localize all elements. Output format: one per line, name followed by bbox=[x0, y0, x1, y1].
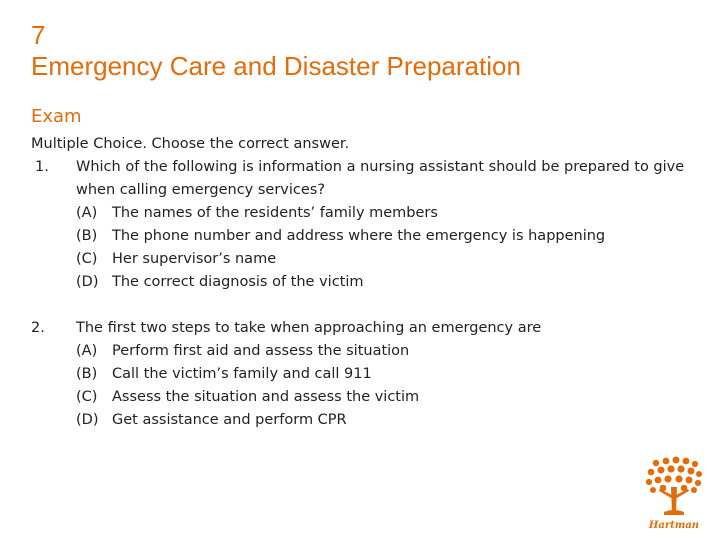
question-1 bbox=[31, 156, 701, 294]
logo-text: Hartman bbox=[648, 520, 700, 531]
option-text: Her supervisor’s name bbox=[112, 251, 277, 267]
answer-option bbox=[76, 363, 701, 386]
slide-title bbox=[31, 20, 521, 82]
option-letter: (D) bbox=[76, 274, 99, 290]
section-title: Exam bbox=[31, 106, 82, 127]
option-letter: (B) bbox=[76, 366, 98, 382]
question-number: 2. bbox=[31, 320, 45, 336]
instructions-text: Choose the correct answer. bbox=[146, 136, 350, 152]
hartman-tree-logo-icon bbox=[644, 455, 704, 533]
chapter-title: Emergency Care and Disaster Preparation bbox=[31, 51, 521, 81]
answer-option bbox=[76, 202, 701, 225]
option-text: Perform first aid and assess the situation bbox=[112, 343, 410, 359]
question-2 bbox=[31, 317, 701, 432]
option-text: The phone number and address where the emergency is happening bbox=[112, 228, 606, 244]
option-letter: (B) bbox=[76, 228, 98, 244]
option-text: Get assistance and perform CPR bbox=[112, 412, 347, 428]
answer-option bbox=[76, 386, 701, 409]
question-number: 1. bbox=[35, 159, 49, 175]
option-letter: (D) bbox=[76, 412, 99, 428]
answer-option bbox=[76, 271, 701, 294]
option-letter: (A) bbox=[76, 205, 98, 221]
answer-option bbox=[76, 248, 701, 271]
option-text: The correct diagnosis of the victim bbox=[112, 274, 364, 290]
option-text: Assess the situation and assess the victim bbox=[112, 389, 420, 405]
option-letter: (C) bbox=[76, 251, 98, 267]
question-text: The first two steps to take when approaching an emergency are bbox=[76, 320, 542, 336]
chapter-number: 7 bbox=[31, 20, 46, 50]
exam-content bbox=[31, 133, 701, 432]
question-text: Which of the following is information a nursing assistant should be prepared to give when calling emergency services? bbox=[76, 159, 685, 198]
answer-option bbox=[76, 409, 701, 432]
instructions bbox=[31, 133, 701, 156]
option-text: The names of the residents’ family members bbox=[112, 205, 438, 221]
instructions-lead: Multiple Choice. bbox=[31, 136, 147, 152]
option-letter: (C) bbox=[76, 389, 98, 405]
answer-option bbox=[76, 340, 701, 363]
answer-option bbox=[76, 225, 701, 248]
option-text: Call the victim’s family and call 911 bbox=[112, 366, 372, 382]
option-letter: (A) bbox=[76, 343, 98, 359]
